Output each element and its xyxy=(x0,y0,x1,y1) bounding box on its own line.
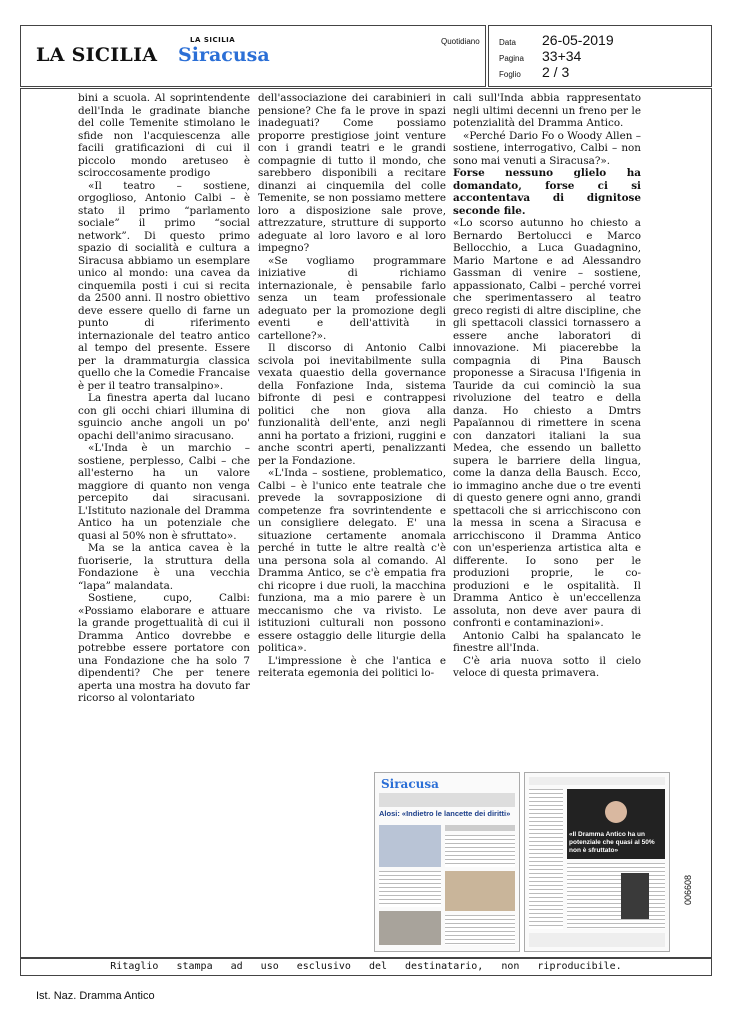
sheet-label: Foglio xyxy=(499,70,521,79)
article-column-1 xyxy=(78,92,250,705)
thumb-photo xyxy=(379,911,441,945)
thumb-bottom-bar xyxy=(529,933,665,947)
article-column-3 xyxy=(453,92,641,680)
interviewer-question: Forse nessuno glielo ha domandato, forse ci si accontentava di dignitose seconde file. xyxy=(453,167,641,217)
paragraph: dell'associazione dei carabinieri in pensione? Che fa le prove in spazi inadeguati? Come possiamo proporre prestigiose joint venture con i grandi teatri e le grandi compagnie di tutto il mondo, che sarebbero disponibili a recitare dinanzi ai cinquemila del colle Temenite, se non possiamo mettere loro a disposizione sale prove, attrezzature, strutture di supporto adeguate al loro lavoro e al loro impegno? xyxy=(258,92,446,254)
paragraph: «L'Inda è un marchio – sostiene, perplesso, Calbi – che all'esterno ha un valore maggiore di quanto non venga percepito dai siracusani. L'Istituto nazionale del Dramma Antico ha un potenziale che quasi al 50% non è sfruttato». xyxy=(78,442,250,542)
paragraph: Il discorso di Antonio Calbi scivola poi inevitabilmente sulla vexata quaestio della governance della Fonfazione Inda, sistema bifronte di pesi e contrappesi politici che non giova alla funzionalità dell'ente, anzi negli anni ha portato a frizioni, ruggini e anche scontri aperti, penalizzanti per la Fondazione. xyxy=(258,342,446,467)
thumb-top-bar xyxy=(529,777,665,785)
page-value: 33+34 xyxy=(542,48,582,64)
edition-name: Siracusa xyxy=(178,44,270,66)
brand-small: LA SICILIA xyxy=(190,36,236,44)
newspaper-brand: LA SICILIA xyxy=(36,44,158,66)
paragraph: Antonio Calbi ha spalancato le finestre all'Inda. xyxy=(453,629,641,654)
front-page-thumbnail xyxy=(374,772,520,952)
paragraph: C'è aria nuova sotto il cielo veloce di questa primavera. xyxy=(453,654,641,679)
thumb-text-block xyxy=(529,789,563,929)
thumb-top-bar xyxy=(379,793,515,807)
date-value: 26-05-2019 xyxy=(542,32,614,48)
page-label: Pagina xyxy=(499,54,524,63)
thumb-text-block xyxy=(379,871,441,907)
paragraph: cali sull'Inda abbia rappresentato negli ultimi decenni un freno per le potenzialità del Dramma Antico. xyxy=(453,92,641,129)
archive-code: 006608 xyxy=(683,874,693,905)
date-label: Data xyxy=(499,38,516,47)
thumb-photo xyxy=(621,873,649,919)
paragraph: «Il teatro – sostiene, orgoglioso, Antonio Calbi – è stato il primo “parlamento sociale” il primo “social network”. Di questo primo spazio di socialità e cultura a Siracusa abbiamo un esemplare unico al mondo: una cavea da cinquemila posti i cui si recita da 2500 anni. Il nostro obiettivo deve essere quello di farne un punto di riferimento internazionale del teatro antico al tempo del presente. Essere per la drammaturgia classica quello che la Comedie Francaise è per il teatro transalpino». xyxy=(78,179,250,392)
thumb-text-block xyxy=(567,863,665,929)
paragraph: «Lo scorso autunno ho chiesto a Bernardo Bertolucci e Marco Bellocchio, a Luca Guadagnino, Mario Martone e ad Alessandro Gassman di venire – sostiene, appassionato, Calbi – perché vorrei che sperimentassero al teatro greco registi di altre discipline, che gli spettacoli classici tornassero a essere anche laboratori di innovazione. Mi piacerebbe la compagnia di Pina Bausch proponesse a Siracusa l'Ifigenia in Tauride da cui cominciò la sua rivoluzione del teatro e della danza. Ho chiesto a Dmtrs Papaïannou di rimettere in scena con danzatori italiani la sua Medea, che essendo un balletto supera le barriere della lingua, come la danza della Bausch. Ecco, io immagino anche due o tre eventi di questo genere ogni anno, grandi spettacoli che si arricchiscono con la messa in scena a Siracusa e arricchiscono il Dramma Antico con un'esperienza artistica alta e differente. Io sono per le produzioni proprie, le co-produzioni e le ospitalità. Il Dramma Antico è un'eccellenza assoluta, non deve aver paura di confronti e contaminazioni». xyxy=(453,217,641,629)
paragraph: L'impressione è che l'antica e reiterata egemonia dei politici lo- xyxy=(258,654,446,679)
paragraph: «Se vogliamo programmare iniziative di richiamo internazionale, è pensabile farlo senza un team professionale adeguato per la promozione degli eventi e dell'attività in cartellone?». xyxy=(258,254,446,342)
paragraph: «L'Inda – sostiene, problematico, Calbi – è l'unico ente teatrale che prevede la sovrapposizione di competenze fra sovrintendente e un consigliere delegato. E' una situazione certamente anomala perché in tutte le altre realtà c'è una persona sola al comando. Al Dramma Antico, se c'è empatia fra chi ricopre i due ruoli, la macchina funziona, ma a mio parere è un meccanismo che va rivisto. Le istituzioni culturali non possono essere ostaggio delle liturgie della politica». xyxy=(258,467,446,654)
thumb-text-block xyxy=(445,835,515,867)
disclaimer: Ritaglio stampa ad uso esclusivo del destinatario, non riproducibile. xyxy=(20,958,712,976)
thumb-headline: «Il Dramma Antico ha un potenziale che quasi al 50% non è sfruttato» xyxy=(569,831,655,854)
article-column-2 xyxy=(258,92,446,680)
thumb-text-block xyxy=(445,825,515,831)
paragraph: «Perché Dario Fo o Woody Allen – sostiene, interrogativo, Calbi – non sono mai venuti a Siracusa?». xyxy=(453,129,641,167)
thumb-photo xyxy=(379,825,441,867)
paragraph: bini a scuola. Al soprintendente dell'Inda le gradinate bianche del colle Temenite stimolano le sfide non l'acquiescenza alle facili gratificazioni di cui il piccolo mondo aretuseo è sciroccosamente prodigo xyxy=(78,92,250,179)
thumb-photo xyxy=(445,871,515,911)
source-label: Ist. Naz. Dramma Antico xyxy=(36,990,155,1002)
thumb-masthead: Siracusa xyxy=(381,777,439,791)
thumb-headline: Alosi: «Indietro le lancette dei diritti» xyxy=(379,809,511,818)
pub-type: Quotidiano xyxy=(441,37,480,46)
paragraph: Sostiene, cupo, Calbi: «Possiamo elaborare e attuare la grande progettualità di cui il Dramma Antico dovrebbe e potrebbe essere portatore con una Fondazione che ha solo 7 dipendenti? Che per tenere aperta una mostra ha dovuto far ricorso al volontariato xyxy=(78,592,250,704)
sheet-value: 2 / 3 xyxy=(542,64,570,80)
paragraph: La finestra aperta dal lucano con gli occhi chiari illumina di sguincio anche angoli un po' opachi dell'animo siracusano. xyxy=(78,392,250,442)
thumb-text-block xyxy=(445,915,515,945)
paragraph: Ma se la antica cavea è la fuoriserie, la struttura della Fondazione è una vecchia “lapa” malandata. xyxy=(78,542,250,592)
inside-page-thumbnail xyxy=(524,772,670,952)
thumb-photo-face xyxy=(605,801,627,823)
